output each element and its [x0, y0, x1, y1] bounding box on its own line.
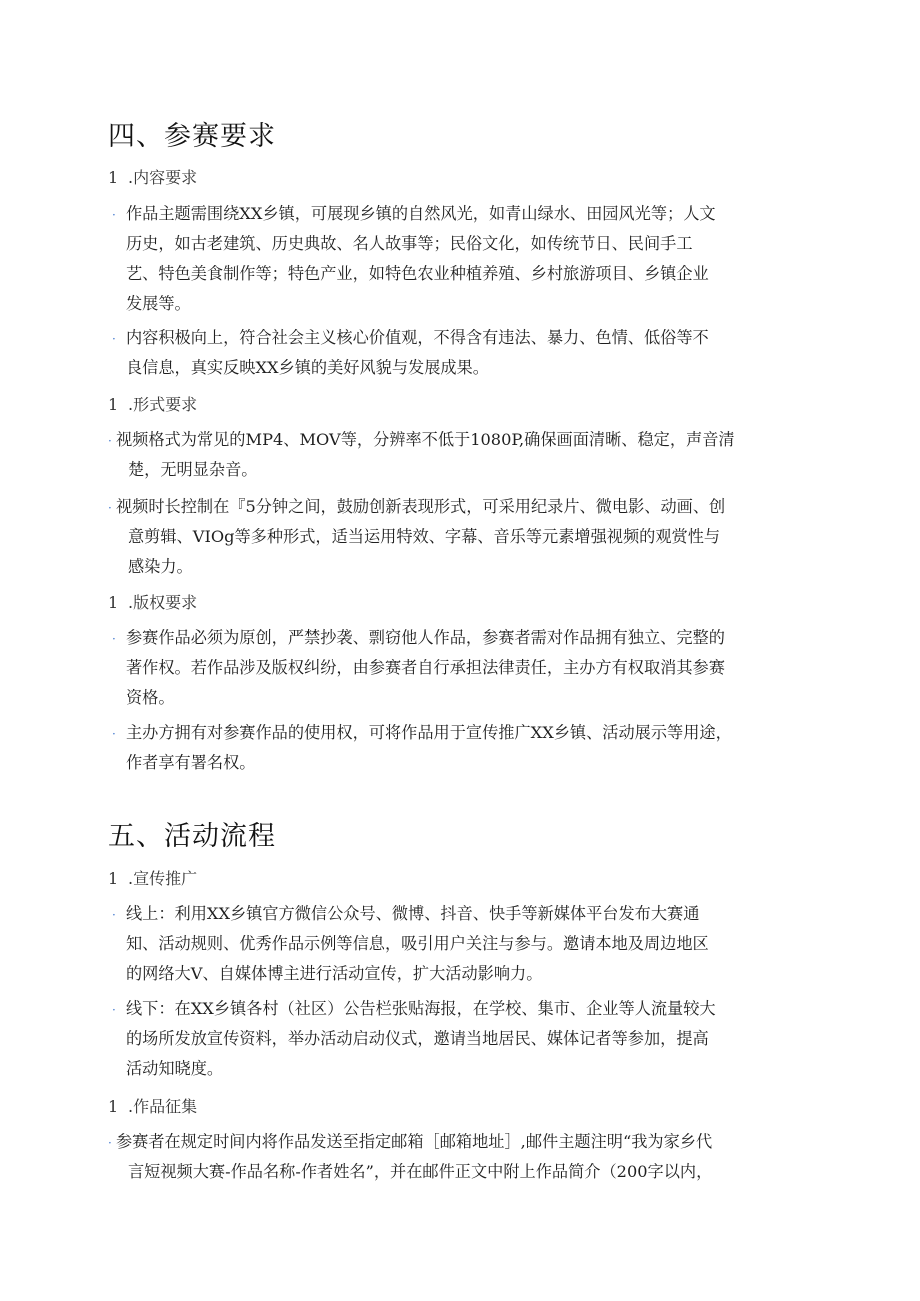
list-item-line: 感染力。	[128, 557, 193, 576]
subheading-number: 1	[108, 395, 119, 414]
bullet-icon: ·	[108, 1136, 112, 1150]
list-item-line: 楚，无明显杂音。	[128, 460, 258, 479]
list-item-line: 内容积极向上，符合社会主义核心价值观，不得含有违法、暴力、色情、低俗等不	[126, 328, 709, 347]
list-item	[112, 623, 725, 713]
list-item-line: 良信息，真实反映XX乡镇的美好风貌与发展成果。	[126, 358, 489, 377]
bullet-icon: ·	[112, 908, 116, 922]
list-item-line: 作者享有署名权。	[126, 753, 256, 772]
subheading-content-requirements	[108, 165, 197, 188]
subheading-number: 1	[108, 593, 119, 612]
subheading-number: 1	[108, 869, 119, 888]
list-item-line: 资格。	[126, 688, 175, 707]
bullet-icon: ·	[112, 332, 116, 346]
bullet-icon: ·	[108, 501, 112, 515]
list-item	[112, 994, 716, 1084]
list-item-line: 参赛者在规定时间内将作品发送至指定邮箱［邮箱地址］,邮件主题注明“我为家乡代	[116, 1132, 713, 1151]
subheading-form-requirements	[108, 392, 197, 415]
list-item-line: 言短视频大赛-作品名称-作者姓名”，并在邮件正文中附上作品简介（200字以内，	[128, 1162, 713, 1181]
list-item-line: 知、活动规则、优秀作品示例等信息，吸引用户关注与参与。邀请本地及周边地区	[126, 934, 709, 953]
subheading-label: .作品征集	[128, 1097, 198, 1116]
list-item	[108, 425, 735, 485]
list-item-line: 线下：在XX乡镇各村（社区）公告栏张贴海报，在学校、集市、企业等人流量较大	[126, 999, 716, 1018]
list-item-line: 历史，如古老建筑、历史典故、名人故事等；民俗文化，如传统节日、民间手工	[126, 234, 693, 253]
bullet-icon: ·	[112, 208, 116, 222]
list-item-line: 视频时长控制在『5分钟之间，鼓励创新表现形式，可采用纪录片、微电影、动画、创	[116, 497, 726, 516]
subheading-promotion	[108, 866, 197, 889]
list-item	[112, 323, 709, 383]
list-item-line: 主办方拥有对参赛作品的使用权，可将作品用于宣传推广XX乡镇、活动展示等用途，	[126, 723, 732, 742]
list-item-line: 参赛作品必须为原创，严禁抄袭、剽窃他人作品，参赛者需对作品拥有独立、完整的	[126, 628, 725, 647]
subheading-collection	[108, 1094, 197, 1117]
list-item-line: 著作权。若作品涉及版权纠纷，由参赛者自行承担法律责任，主办方有权取消其参赛	[126, 658, 725, 677]
subheading-copyright-requirements	[108, 590, 197, 613]
list-item	[108, 1127, 712, 1187]
bullet-icon: ·	[108, 434, 112, 448]
list-item-line: 活动知晓度。	[126, 1059, 224, 1078]
bullet-icon: ·	[112, 632, 116, 646]
subheading-label: .形式要求	[128, 395, 198, 414]
list-item-line: 发展等。	[126, 294, 191, 313]
list-item-line: 线上：利用XX乡镇官方微信公众号、微博、抖音、快手等新媒体平台发布大赛通	[126, 904, 700, 923]
subheading-number: 1	[108, 168, 119, 187]
list-item-line: 艺、特色美食制作等；特色产业，如特色农业种植养殖、乡村旅游项目、乡镇企业	[126, 264, 709, 283]
subheading-number: 1	[108, 1097, 119, 1116]
list-item	[112, 718, 732, 778]
subheading-label: .版权要求	[128, 593, 198, 612]
list-item-line: 作品主题需围绕XX乡镇，可展现乡镇的自然风光，如青山绿水、田园风光等；人文	[126, 204, 716, 223]
section-heading-requirements: 四、参赛要求	[108, 121, 276, 152]
subheading-label: .内容要求	[128, 168, 198, 187]
bullet-icon: ·	[112, 1003, 116, 1017]
section-heading-process: 五、活动流程	[108, 821, 276, 852]
subheading-label: .宣传推广	[128, 869, 198, 888]
list-item-line: 的场所发放宣传资料，举办活动启动仪式，邀请当地居民、媒体记者等参加，提高	[126, 1029, 709, 1048]
bullet-icon: ·	[112, 727, 116, 741]
list-item-line: 意剪辑、VIOg等多种形式，适当运用特效、字幕、音乐等元素增强视频的观赏性与	[128, 527, 721, 546]
list-item	[112, 899, 709, 989]
list-item-line: 的网络大V、自媒体博主进行活动宣传，扩大活动影响力。	[126, 964, 543, 983]
list-item	[112, 199, 716, 319]
list-item-line: 视频格式为常见的MP4、MOV等，分辨率不低于1080P,确保画面清晰、稳定，声音清	[116, 430, 735, 449]
list-item	[108, 492, 725, 582]
